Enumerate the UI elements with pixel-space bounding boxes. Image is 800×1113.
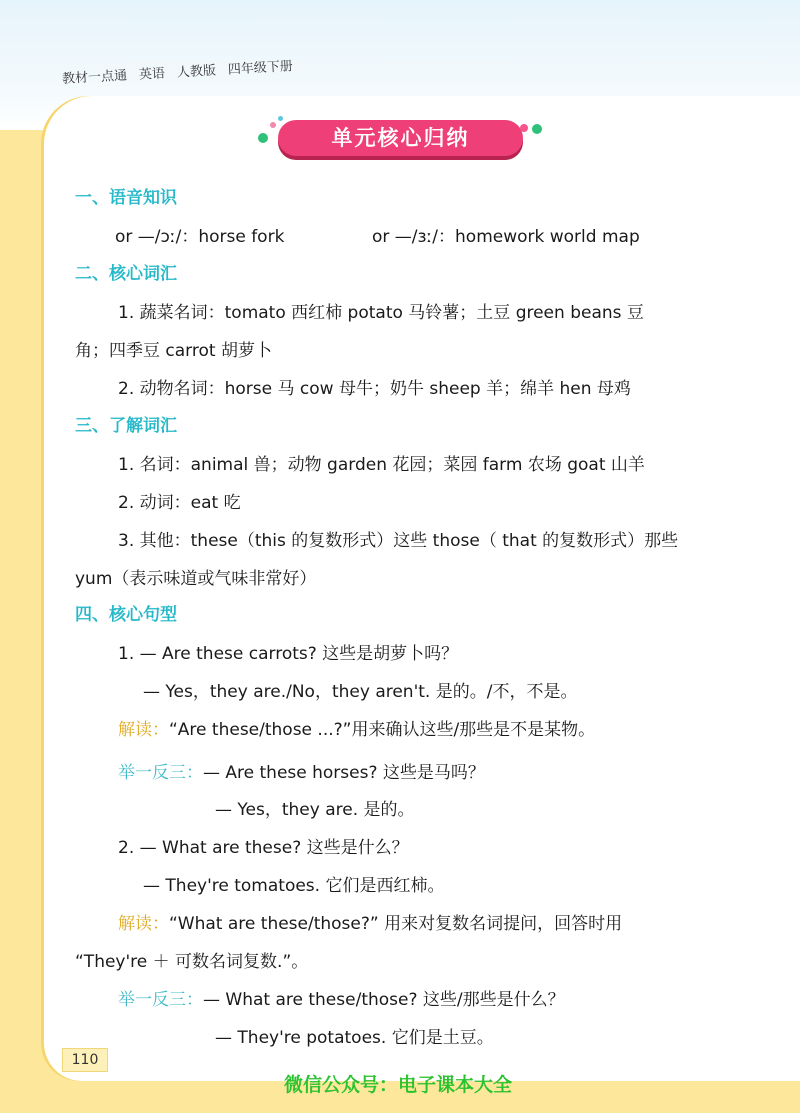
- extra-vocab-item-2: 2. 动词：eat 吃: [118, 493, 241, 513]
- example-label: 举一反三：: [118, 990, 203, 1010]
- core-vocab-item-1a: 1. 蔬菜名词：tomato 西红柿 potato 马铃薯；土豆 green beans 豆: [118, 303, 644, 323]
- pattern-1-answer: — Yes，they are./No，they aren't. 是的。/不，不是。: [143, 682, 578, 702]
- pattern-2-question: 2. — What are these? 这些是什么？: [118, 838, 409, 858]
- section-heading-extra-vocab: 三、了解词汇: [75, 416, 177, 436]
- extra-vocab-item-3a: 3. 其他：these（this 的复数形式）这些 those（ that 的复数形式）那些: [118, 531, 679, 551]
- core-vocab-item-1b: 角；四季豆 carrot 胡萝卜: [75, 341, 272, 361]
- header-edition: 人教版: [176, 63, 217, 81]
- section-heading-phonics: 一、语音知识: [75, 188, 177, 208]
- decor-dot-pink-right: [520, 124, 528, 132]
- section-heading-patterns: 四、核心句型: [75, 605, 177, 625]
- example-label: 举一反三：: [118, 763, 203, 783]
- section-banner: [278, 120, 523, 156]
- pattern-1-example-answer: — Yes，they are. 是的。: [215, 800, 415, 820]
- banner-title: 单元核心归纳: [331, 126, 470, 150]
- example-question: — Are these horses? 这些是马吗？: [203, 763, 485, 783]
- decor-dot-green-right: [532, 124, 542, 134]
- phonics-line-2: or —/ɜː/：homework world map: [372, 227, 640, 247]
- watermark-text: 微信公众号：电子课本大全: [284, 1074, 513, 1096]
- pattern-2-note: [118, 909, 622, 934]
- pattern-2-answer: — They're tomatoes. 它们是西红柿。: [143, 876, 445, 896]
- pattern-2-example: [118, 985, 565, 1010]
- note-label: 解读：: [118, 914, 169, 934]
- section-heading-core-vocab: 二、核心词汇: [75, 264, 177, 284]
- example-question: — What are these/those? 这些/那些是什么？: [203, 990, 565, 1010]
- extra-vocab-item-1: 1. 名词：animal 兽；动物 garden 花园；菜园 farm 农场 goat 山羊: [118, 455, 645, 475]
- note-label: 解读：: [118, 720, 169, 740]
- extra-vocab-item-3b: yum（表示味道或气味非常好）: [75, 569, 317, 589]
- header-subject: 英语: [138, 66, 166, 83]
- note-text: “Are these/those ...?”用来确认这些/那些是不是某物。: [169, 720, 596, 740]
- pattern-1-note: [118, 715, 595, 740]
- decor-dot-pink-left: [270, 122, 276, 128]
- phonics-line-1: or —/ɔː/：horse fork: [115, 227, 285, 247]
- note-text: “What are these/those?” 用来对复数名词提问，回答时用: [169, 914, 623, 934]
- decor-dot-green-left: [258, 133, 268, 143]
- header-grade: 四年级下册: [227, 59, 294, 78]
- pattern-1-question: 1. — Are these carrots? 这些是胡萝卜吗？: [118, 644, 459, 664]
- page-number: 110: [62, 1048, 108, 1072]
- header-book: 教材一点通: [61, 68, 128, 87]
- pattern-1-example: [118, 758, 485, 783]
- pattern-2-example-answer: — They're potatoes. 它们是土豆。: [215, 1028, 494, 1048]
- core-vocab-item-2: 2. 动物名词：horse 马 cow 母牛；奶牛 sheep 羊；绵羊 hen 母鸡: [118, 379, 631, 399]
- pattern-2-note-cont: “They're ＋ 可数名词复数.”。: [75, 952, 309, 972]
